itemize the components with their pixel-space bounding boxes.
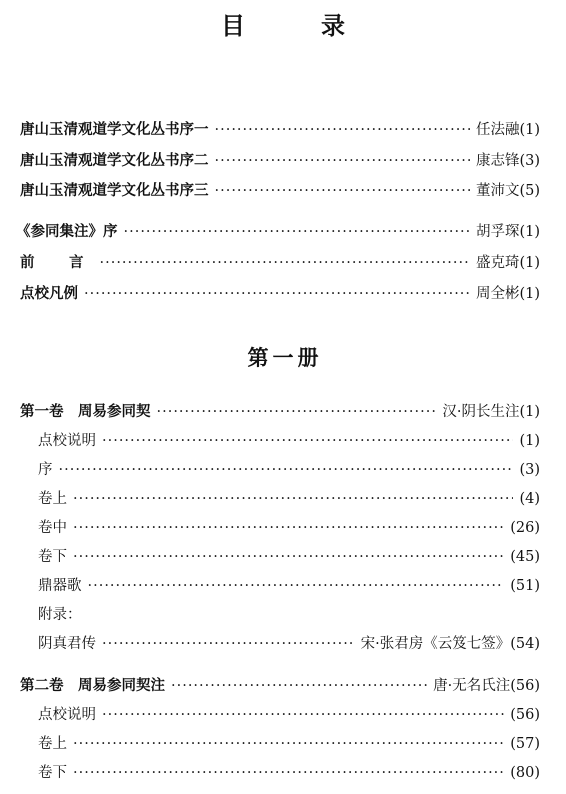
- entry-page: (1): [519, 286, 540, 302]
- dot-leader: [102, 431, 513, 451]
- appendix-label: 附录：: [38, 607, 82, 623]
- entry-page: (3): [519, 153, 540, 169]
- entry-author: 胡孚琛: [475, 224, 520, 240]
- entry-page: (26): [510, 520, 540, 536]
- dot-leader: [88, 576, 505, 596]
- entry-author: 汉·阴长生注: [442, 404, 520, 420]
- dot-leader: [73, 518, 504, 538]
- toc-entry-appendix-item[interactable]: [38, 634, 540, 654]
- dot-leader: [59, 460, 514, 480]
- page-title: 目 录: [221, 11, 371, 40]
- entry-label: 点校说明: [38, 433, 96, 449]
- entry-label: 卷下: [38, 549, 67, 565]
- entry-label: 唐山玉清观道学文化丛书序三: [20, 182, 209, 199]
- toc-entry-juan1-item[interactable]: [38, 489, 540, 509]
- dot-leader: [102, 705, 504, 725]
- dot-leader: [84, 284, 470, 304]
- entry-page: (51): [510, 578, 540, 594]
- dot-leader: [73, 547, 504, 567]
- entry-page: (1): [519, 224, 540, 240]
- entry-page: (5): [519, 183, 540, 199]
- entry-label: 第二卷 周易参同契注: [20, 677, 165, 694]
- entry-page: (45): [510, 549, 540, 565]
- toc-entry-juan2-item[interactable]: [38, 705, 540, 725]
- dot-leader: [215, 151, 470, 171]
- dot-leader: [157, 402, 437, 422]
- entry-label: 卷上: [38, 736, 67, 752]
- dot-leader: [102, 634, 355, 654]
- volume-title: 第一册: [247, 345, 323, 370]
- toc-entry-juan1-item[interactable]: [38, 431, 540, 451]
- entry-page: (56): [510, 678, 540, 694]
- toc-entry-juan-2[interactable]: [20, 676, 540, 696]
- entry-author: 唐·无名氏注: [433, 678, 511, 694]
- entry-author: 康志锋: [475, 153, 520, 169]
- dot-leader: [100, 253, 470, 273]
- toc-entry-juan2-item[interactable]: [38, 763, 540, 783]
- entry-author: 宋·张君房《云笈七签》: [360, 636, 511, 652]
- dot-leader: [215, 120, 470, 140]
- toc-entry-preface-3[interactable]: [20, 181, 540, 201]
- entry-label: 《参同集注》序: [16, 223, 118, 240]
- dot-leader: [73, 763, 504, 783]
- entry-label: 鼎器歌: [38, 578, 82, 594]
- dot-leader: [73, 489, 513, 509]
- dot-leader: [124, 222, 470, 242]
- entry-page: (80): [510, 765, 540, 781]
- entry-page: (1): [519, 404, 540, 420]
- toc-entry-preface-1[interactable]: [20, 120, 540, 140]
- toc-entry-cantong-preface[interactable]: [16, 222, 540, 242]
- entry-label: 唐山玉清观道学文化丛书序一: [20, 121, 209, 138]
- entry-page: (1): [519, 122, 540, 138]
- entry-label: 点校凡例: [20, 285, 78, 302]
- entry-label: 前 言: [20, 254, 94, 271]
- toc-entry-preface-2[interactable]: [20, 151, 540, 171]
- entry-page: (56): [510, 707, 540, 723]
- entry-page: (3): [519, 462, 540, 478]
- entry-page: (54): [510, 636, 540, 652]
- entry-label: 点校说明: [38, 707, 96, 723]
- toc-entry-juan1-item[interactable]: [38, 547, 540, 567]
- entry-label: 卷中: [38, 520, 67, 536]
- dot-leader: [215, 181, 470, 201]
- entry-label: 卷下: [38, 765, 67, 781]
- entry-label: 阴真君传: [38, 636, 96, 652]
- entry-author: 盛克琦: [475, 255, 520, 271]
- toc-entry-foreword[interactable]: [20, 253, 540, 273]
- entry-page: (1): [519, 433, 540, 449]
- entry-label: 序: [38, 462, 53, 478]
- toc-entry-juan1-item[interactable]: [38, 576, 540, 596]
- toc-entry-juan1-item[interactable]: [38, 460, 540, 480]
- entry-author: 周全彬: [475, 286, 520, 302]
- toc-entry-juan1-item[interactable]: [38, 518, 540, 538]
- entry-author: 任法融: [475, 122, 520, 138]
- entry-label: 卷上: [38, 491, 67, 507]
- entry-page: (57): [510, 736, 540, 752]
- entry-page: (4): [519, 491, 540, 507]
- toc-entry-juan-1[interactable]: [20, 402, 540, 422]
- entry-label: 第一卷 周易参同契: [20, 403, 151, 420]
- entry-page: (1): [519, 255, 540, 271]
- entry-label: 唐山玉清观道学文化丛书序二: [20, 152, 209, 169]
- dot-leader: [171, 676, 427, 696]
- toc-entry-editorial-notes[interactable]: [20, 284, 540, 304]
- entry-author: 董沛文: [475, 183, 520, 199]
- toc-entry-juan2-item[interactable]: [38, 734, 540, 754]
- dot-leader: [73, 734, 504, 754]
